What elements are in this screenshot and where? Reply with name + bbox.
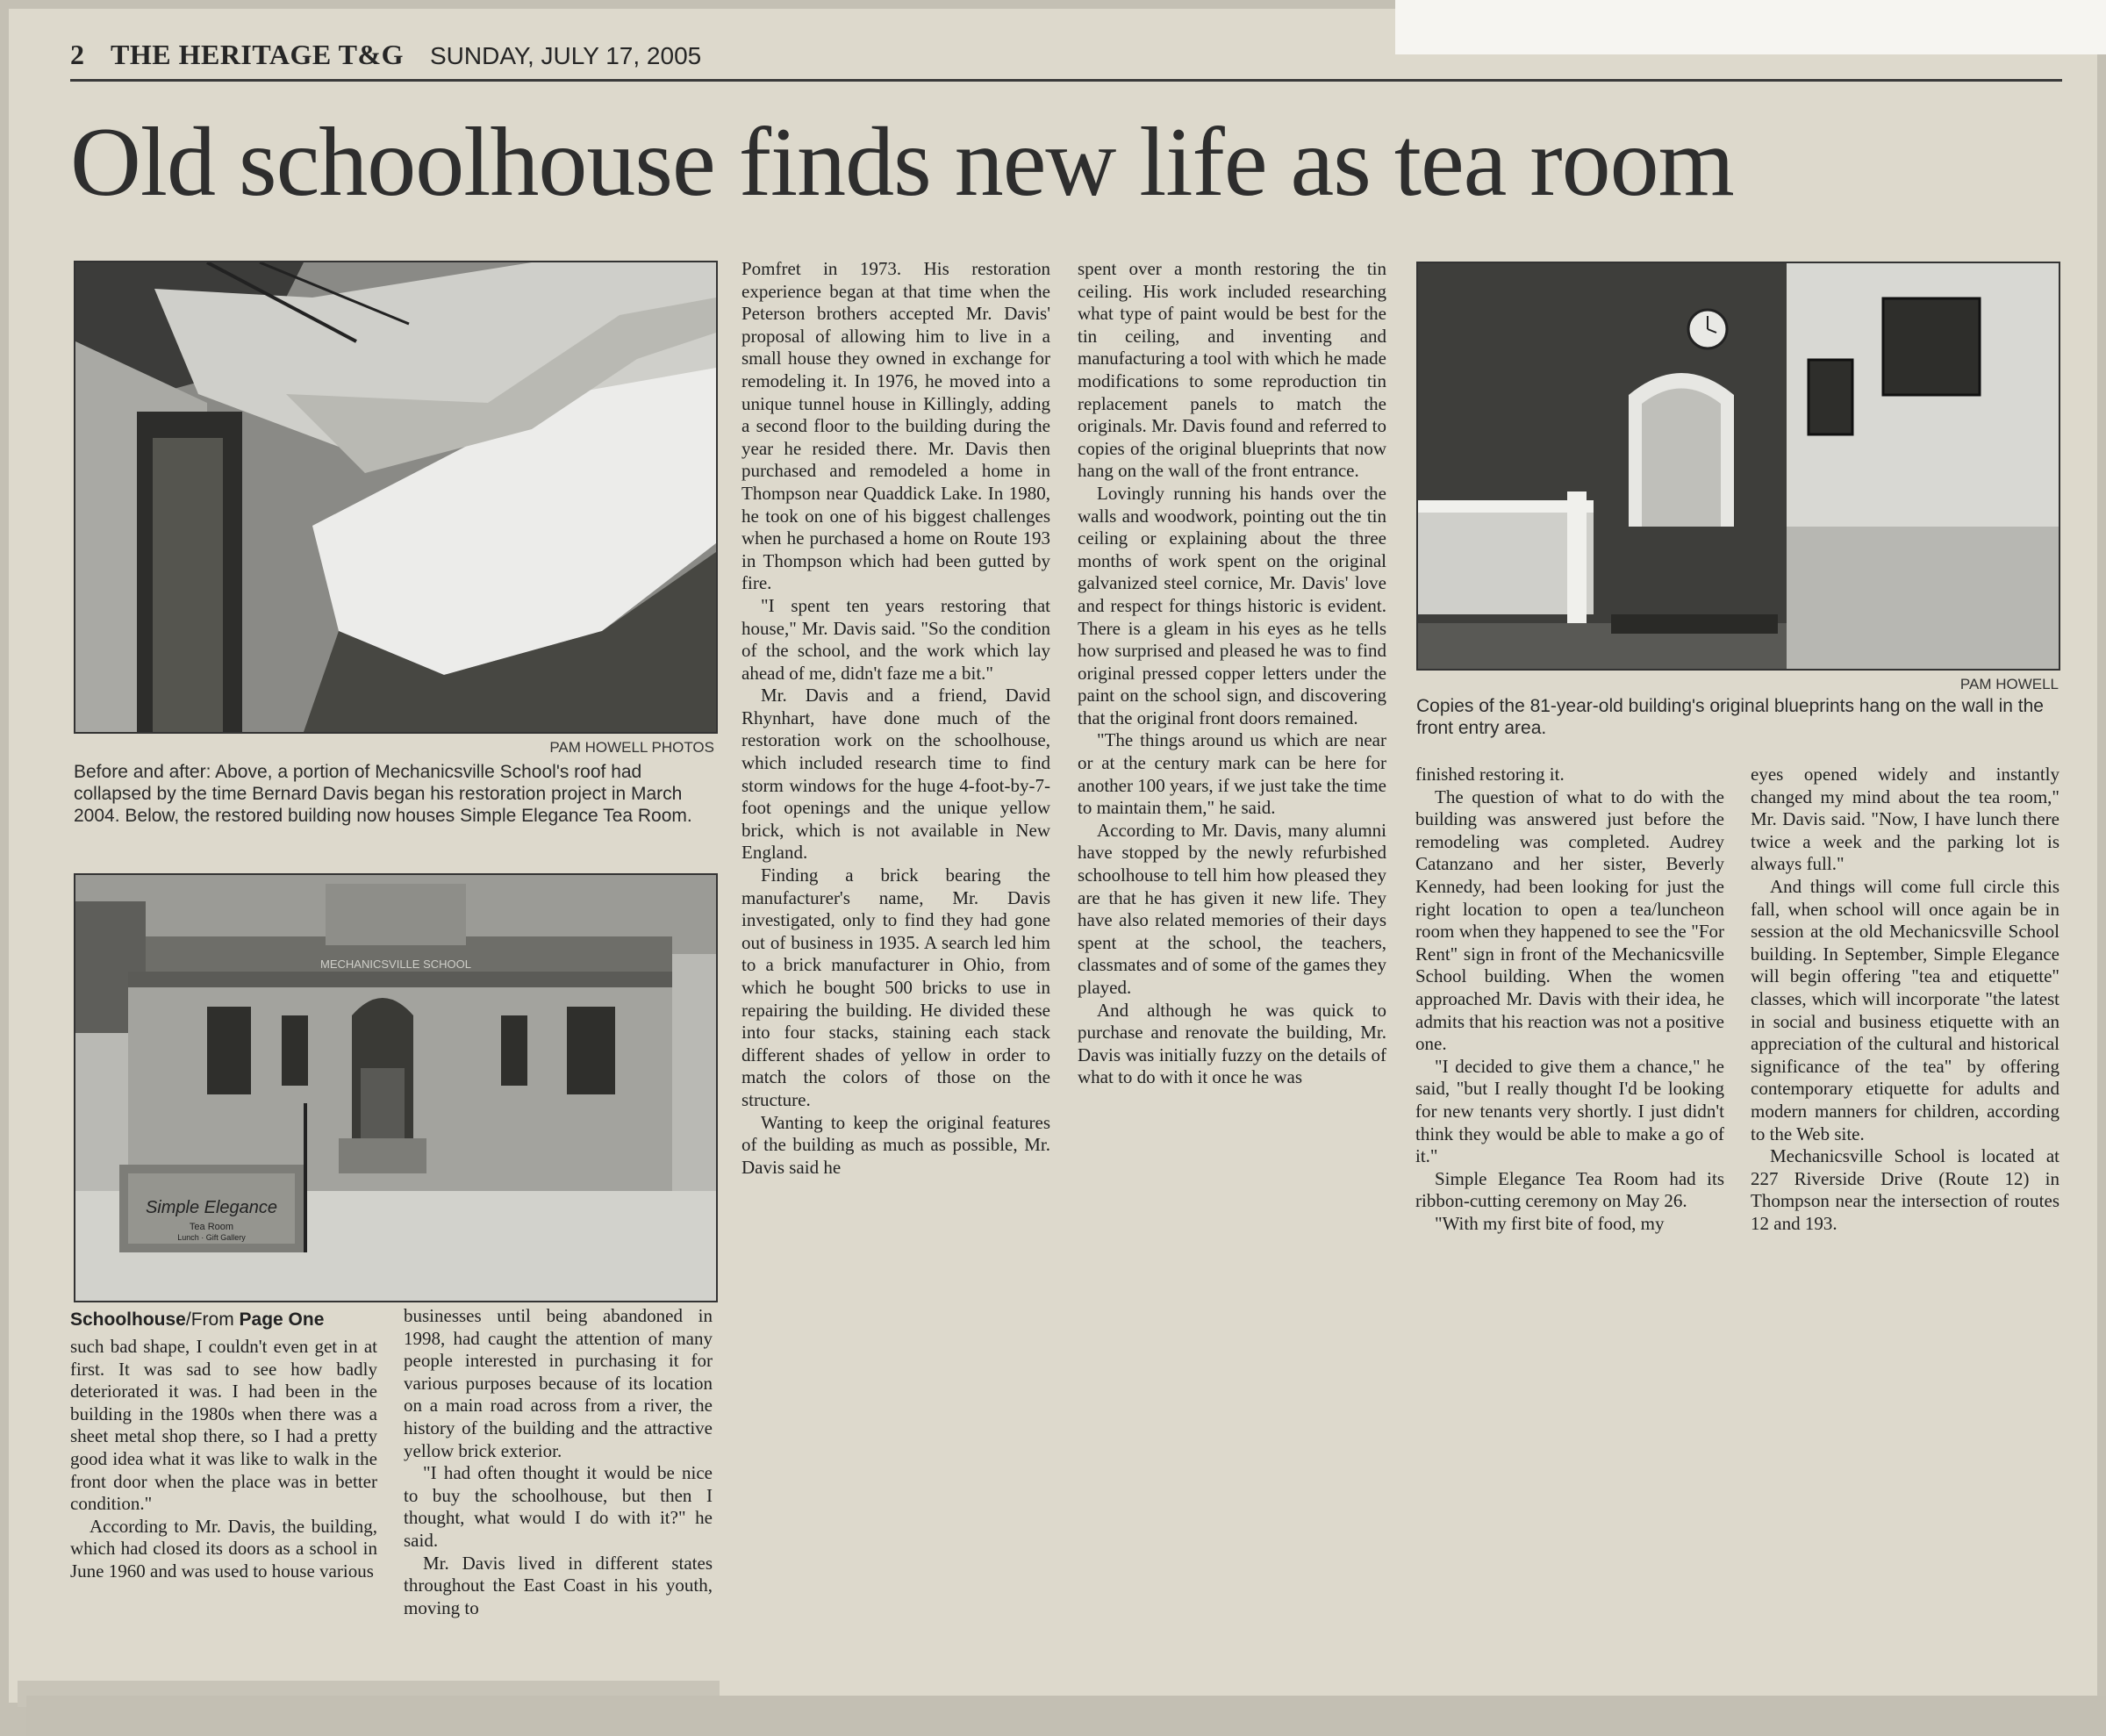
- paragraph: According to Mr. Davis, many alumni have stopped by the newly refurbished schoolhouse to tell him how pleased they are that he has given it new life. They have also related memories of their days spent at the school, the teachers, classmates and of some of the games they played.: [1078, 819, 1386, 998]
- paragraph: spent over a month restoring the tin ceiling. His work included researching what type of paint would be best for the tin ceiling, and inventing and manufacturing a tool with which he made modifications to some reproduction tin replacement panels to match the originals. Mr. Davis found and referred to copies of the original blueprints that now hang on the wall of the front entrance.: [1078, 258, 1386, 482]
- paragraph: Mr. Davis and a friend, David Rhynhart, have done much of the restoration work on the schoolhouse, which included research time to find storm windows for the huge 4-foot-by-7-foot openings and the unique yellow brick, which is not available in New England.: [741, 685, 1050, 864]
- photo-collapsed-roof: [74, 261, 718, 734]
- paragraph: Pomfret in 1973. His restoration experience began at that time when the Peterson brothers accepted Mr. Davis' proposal of allowing him to live in a small house they owned in exchange for remodeling it. In 1976, he moved into a unique tunnel house in Killingly, adding a second floor to the building during the year he resided there. Mr. Davis then purchased and remodeled a home in Thompson near Quaddick Lake. In 1980, he took on one of his biggest challenges when he purchased a home on Route 193 in Thompson which had been gutted by fire.: [741, 258, 1050, 594]
- paper-name: THE HERITAGE T&G: [111, 39, 404, 70]
- paragraph: businesses until being abandoned in 1998, had caught the attention of many people interested in purchasing it for various purposes because of its location on a main road across from a river, the history of the building and the attractive yellow brick exterior.: [404, 1305, 713, 1461]
- paragraph: Simple Elegance Tea Room had its ribbon-cutting ceremony on May 26.: [1415, 1167, 1724, 1212]
- paragraph: "With my first bite of food, my: [1435, 1212, 1665, 1234]
- jump-label: Schoolhouse: [70, 1309, 186, 1330]
- paragraph: "I spent ten years restoring that house," Mr. Davis said. "So the condition of the school, and the work which lay ahead of me, didn't faze me a bit.": [741, 594, 1050, 684]
- paragraph: Wanting to keep the original features of the building as much as possible, Mr. Davis said he: [741, 1111, 1050, 1178]
- jump-line: [70, 1309, 324, 1331]
- paragraph: Mr. Davis lived in different states throughout the East Coast in his youth, moving to: [404, 1552, 713, 1618]
- photo-restored-building: [74, 873, 718, 1302]
- paragraph: The question of what to do with the building was answered just before the remodeling was completed. Audrey Catanzano and her sister, Beverly Kennedy, had been looking for just the right location to open a tea/luncheon room when they happened to see the "For Rent" sign in front of the Mechanicsville School building. When the women approached Mr. Davis with their idea, he admits that his reaction was not a positive one.: [1415, 786, 1724, 1055]
- photo-caption-left: Before and after: Above, a portion of Mechanicsville School's roof had collapsed by the time Bernard Davis began his restoration project in March 2004. Below, the restored building now houses Simple Elegance Tea Room.: [74, 762, 692, 826]
- paragraph: finished restoring it.: [1415, 764, 1565, 785]
- column-6: [1751, 764, 2059, 1235]
- column-5: [1415, 764, 1724, 1235]
- column-3: [741, 258, 1050, 1179]
- torn-edge-bottom: [26, 1696, 2106, 1736]
- jump-from: /From: [185, 1309, 240, 1330]
- page-number: 2: [70, 39, 84, 70]
- paragraph: such bad shape, I couldn't even get in at first. It was sad to see how badly deteriorated it was. I had been in the building in the 1980s when there was a sheet metal shop there, so I had a pretty good idea what it was like to walk in the front door when the place was in better condition.": [70, 1336, 377, 1515]
- paragraph: And although he was quick to purchase and renovate the building, Mr. Davis was initially fuzzy on the details of what to do with it once he was: [1078, 999, 1386, 1088]
- paragraph: "The things around us which are near or at the century mark can be here for another 100 years, if we just take the time to maintain them," he said.: [1078, 729, 1386, 819]
- photo-credit-left: PAM HOWELL PHOTOS: [549, 739, 714, 756]
- tea-room-sign-detail: Lunch · Gift Gallery: [177, 1233, 246, 1242]
- paragraph: And things will come full circle this fall, when school will once again be in session at the old Mechanicsville School building. In September, Simple Elegance will begin offering "tea and etiquette" classes, which will incorporate "the latest in social and business etiquette with an appreciation of the cultural and historical significance of the tea" by offering contemporary etiquette for adults and modern manners for children, according to the Web site.: [1751, 875, 2059, 1144]
- column-2: [404, 1305, 713, 1619]
- tea-room-sign-name: Simple Elegance: [145, 1198, 278, 1217]
- column-1: [70, 1336, 377, 1583]
- torn-edge: [1395, 0, 2106, 54]
- paragraph: Mechanicsville School is located at 227 Riverside Drive (Route 12) in Thompson near the intersection of routes 12 and 193.: [1751, 1145, 2059, 1234]
- paragraph: "I decided to give them a chance," he said, "but I really thought I'd be looking for new tenants very shortly. I just didn't think they would be able to make a go of it.": [1415, 1055, 1724, 1167]
- paragraph: "I had often thought it would be nice to buy the schoolhouse, but then I thought, what would I do with it?" he said.: [404, 1462, 713, 1551]
- publication-date: SUNDAY, JULY 17, 2005: [430, 42, 702, 69]
- photo-credit-right: PAM HOWELL: [1959, 676, 2059, 692]
- paragraph: Lovingly running his hands over the walls and woodwork, pointing out the tin ceiling or explaining about the three months of work spent on the original galvanized steel cornice, Mr. Davis' love and respect for things historic is evident. There is a gleam in his eyes as he tells how surprised and pleased he was to find original pressed copper letters under the paint on the school sign, and discovering that the original front doors remained.: [1078, 482, 1386, 728]
- photo-caption-right: Copies of the 81-year-old building's original blueprints hang on the wall in the front entry area.: [1416, 696, 2044, 738]
- school-lintel-text: MECHANICSVILLE SCHOOL: [320, 958, 471, 971]
- masthead: [70, 39, 701, 74]
- masthead-rule: [70, 79, 2062, 82]
- jump-page: Page One: [239, 1309, 325, 1330]
- headline: Old schoolhouse finds new life as tea room: [70, 108, 1734, 217]
- photo-entry-hall: [1416, 262, 2060, 671]
- tea-room-sign-sub: Tea Room: [189, 1222, 234, 1232]
- column-4: [1078, 258, 1386, 1089]
- paragraph: According to Mr. Davis, the building, which had closed its doors as a school in June 1960 and was used to house various: [70, 1515, 377, 1582]
- paragraph: eyes opened widely and instantly changed my mind about the tea room," Mr. Davis said. "Now, I have lunch there twice a week and the parking lot is always full.": [1751, 764, 2059, 875]
- paragraph: Finding a brick bearing the manufacturer's name, Mr. Davis investigated, only to find they had gone out of business in 1935. A search led him to a brick manufacturer in Ohio, from which he bought 500 bricks to use in repairing the building. He divided these into four stacks, staining each stack different shades of yellow in order to match the colors of those on the structure.: [741, 864, 1050, 1110]
